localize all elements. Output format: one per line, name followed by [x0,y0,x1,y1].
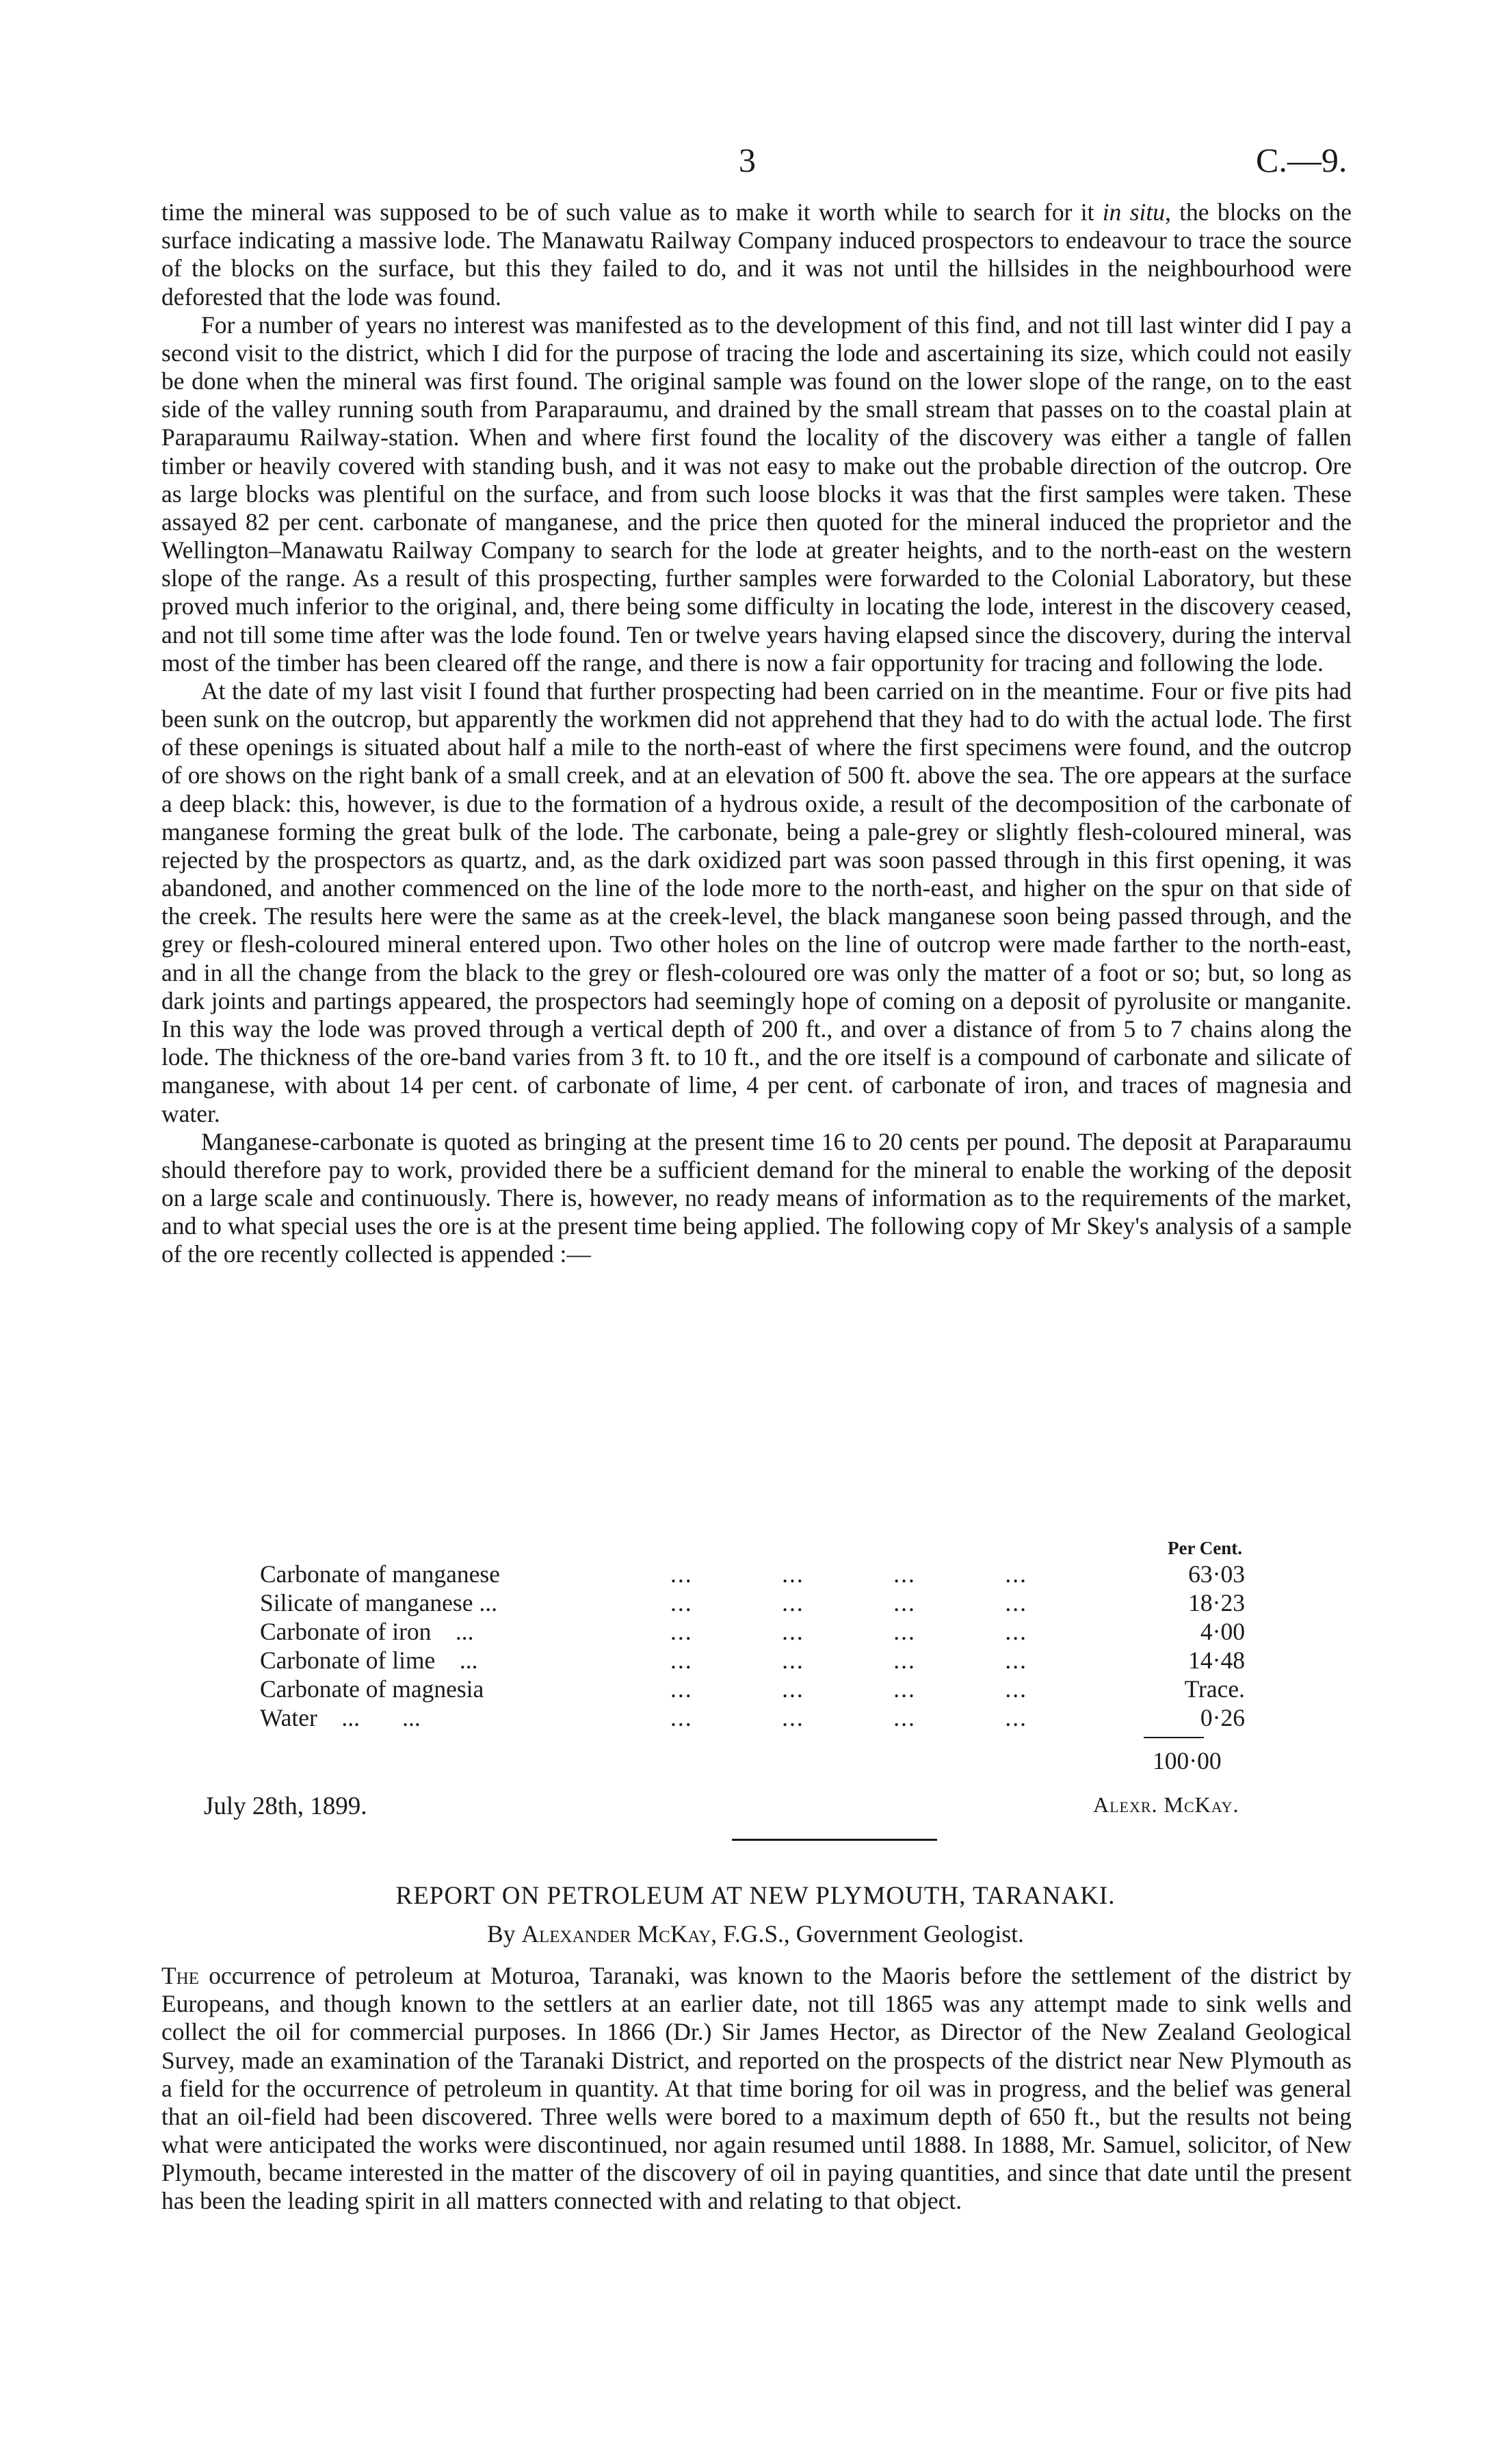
lead-word: The [161,1962,200,1989]
section-divider [732,1839,937,1841]
row-label: Carbonate of magnesia [260,1675,484,1703]
paragraph-1 [161,198,1352,311]
row-value: 18·23 [1188,1589,1245,1616]
row-label: Silicate of manganese ... [260,1589,497,1616]
manganese-report-text [161,198,1352,1269]
per-cent-header: Per Cent. [1168,1538,1242,1558]
leader-dots: ... ... ... ... [670,1560,1027,1588]
leader-dots: ... ... ... ... [670,1589,1027,1616]
row-value: 14·48 [1188,1647,1245,1674]
table-row [260,1588,1272,1617]
row-label: Carbonate of iron ... [260,1618,474,1645]
row-label: Water ... ... [260,1704,421,1731]
paragraph-1-start: time the mineral was supposed to be of such value as to make it worth while to search for it [161,198,1103,226]
table-row [260,1646,1272,1675]
petroleum-paragraph [161,1962,1352,2216]
document-reference: C.—9. [1256,141,1348,179]
petroleum-report-text [161,1962,1352,2216]
signature: Alexr. McKay. [1093,1792,1239,1817]
row-value: 0·26 [1200,1704,1245,1731]
leader-dots: ... ... ... ... [670,1647,1027,1674]
report-date: July 28th, 1899. [204,1792,367,1820]
italic-in-situ: in situ, [1102,198,1171,226]
paragraph-2: For a number of years no interest was manifested as to the development of this find, and not till last winter did I pay a second visit to the district, which I did for the purpose of tracing the lode and ascertaining its size, which could not easily be done when the mineral was first found. The original sample was found on the lower slope of the range, on to the east side of the valley running south from Paraparaumu, and drained by the small stream that passes on to the coastal plain at Paraparaumu Railway-station. When and where first found the locality of the discovery was either a tangle of fallen timber or heavily covered with standing bush, and it was not easy to make out the probable direction of the outcrop. Ore as large blocks was plentiful on the surface, and from such loose blocks it was that the first samples were taken. These assayed 82 per cent. carbonate of manganese, and the price then quoted for the mineral induced the proprietor and the Wellington–Manawatu Railway Company to search for the lode at greater heights, and to the north-east on the western slope of the range. As a result of this prospecting, further samples were forwarded to the Colonial Laboratory, but these proved much inferior to the original, and, there being some difficulty in locating the lode, interest in the discovery ceased, and not till some time after was the lode found. Ten or twelve years having elapsed since the discovery, during the interval most of the timber has been cleared off the range, and there is now a fair opportunity for tracing and following the lode. [161,311,1352,677]
paragraph-4: Manganese-carbonate is quoted as bringing at the present time 16 to 20 cents per pound. The deposit at Paraparaumu should therefore pay to work, provided there be a sufficient demand for the mineral to enable the working of the deposit on a large scale and continuously. There is, however, no ready means of information as to the requirements of the market, and to what special uses the ore is at the present time being applied. The following copy of Mr Skey's analysis of a sample of the ore recently collected is appended :— [161,1127,1352,1268]
row-label: Carbonate of lime ... [260,1647,478,1674]
table-row [260,1703,1272,1732]
table-row [260,1560,1272,1588]
page-number: 3 [739,141,756,179]
row-value: 63·03 [1188,1560,1245,1588]
leader-dots: ... ... ... ... [670,1704,1027,1731]
author-name: Alexander McKay [521,1920,711,1948]
analysis-total: 100·00 [1153,1747,1222,1774]
paragraph-3: At the date of my last visit I found that further prospecting had been carried on in the meantime. Four or five pits had been sunk on the outcrop, but apparently the workmen did not apprehend that they had to do with the actual lode. The first of these openings is situated about half a mile to the north-east of where the first specimens were found, and the outcrop of ore shows on the right bank of a small creek, and at an elevation of 500 ft. above the sea. The ore appears at the surface a deep black: this, however, is due to the formation of a hydrous oxide, a result of the decomposition of the carbonate of manganese forming the great bulk of the lode. The carbonate, being a pale-grey or slightly flesh-coloured mineral, was rejected by the prospectors as quartz, and, as the dark oxidized part was soon passed through in this first opening, it was abandoned, and another commenced on the line of the lode more to the north-east, and higher on the spur on that side of the creek. The results here were the same as at the creek-level, the black manganese soon being passed through, and the grey or flesh-coloured mineral entered upon. Two other holes on the line of outcrop were made farther to the north-east, and in all the change from the black to the grey or flesh-coloured ore was only the matter of a foot or so; but, so long as dark joints and partings appeared, the prospectors had seemingly hope of coming on a deposit of pyrolusite or manganite. In this way the lode was proved through a vertical depth of 200 ft., and over a distance of from 5 to 7 chains along the lode. The thickness of the ore-band varies from 3 ft. to 10 ft., and the ore itself is a compound of carbonate and silicate of manganese, with about 14 per cent. of carbonate of lime, 4 per cent. of carbonate of iron, and traces of magnesia and water. [161,677,1352,1127]
sum-rule [1144,1737,1204,1738]
row-value: 4·00 [1200,1618,1245,1645]
leader-dots: ... ... ... ... [670,1618,1027,1645]
row-label: Carbonate of manganese [260,1560,500,1588]
report-byline: By Alexander McKay, F.G.S., Government Geologist. [487,1920,1024,1948]
leader-dots: ... ... ... ... [670,1675,1027,1703]
paragraph-1-end: the blocks on the surface indicating a massive lode. The Manawatu Railway Company induced prospectors to endeavour to trace the source of the blocks on the surface, but this they failed to do, and it was not until the hillsides in the neighbourhood were deforested that the lode was found. [161,198,1352,311]
report-title: REPORT ON PETROLEUM AT NEW PLYMOUTH, TARANAKI. [395,1882,1116,1910]
table-row [260,1675,1272,1703]
row-value: Trace. [1184,1675,1245,1703]
table-row [260,1617,1272,1646]
petroleum-body: occurrence of petroleum at Moturoa, Taranaki, was known to the Maoris before the settlement of the district by Europeans, and though known to the settlers at an earlier date, not till 1865 was any attempt made to sink wells and collect the oil for commercial purposes. In 1866 (Dr.) Sir James Hector, as Director of the New Zealand Geological Survey, made an examination of the Taranaki District, and reported on the prospects of the district near New Plymouth as a field for the occurrence of petroleum in quantity. At that time boring for oil was in progress, and the belief was general that an oil-field had been discovered. Three wells were bored to a maximum depth of 650 ft., but the results not being what were anticipated the works were discontinued, nor again resumed until 1888. In 1888, Mr. Samuel, solicitor, of New Plymouth, became interested in the matter of the discovery of oil in paying quantities, and since that date until the present has been the leading spirit in all matters connected with and relating to that object. [161,1962,1352,2215]
